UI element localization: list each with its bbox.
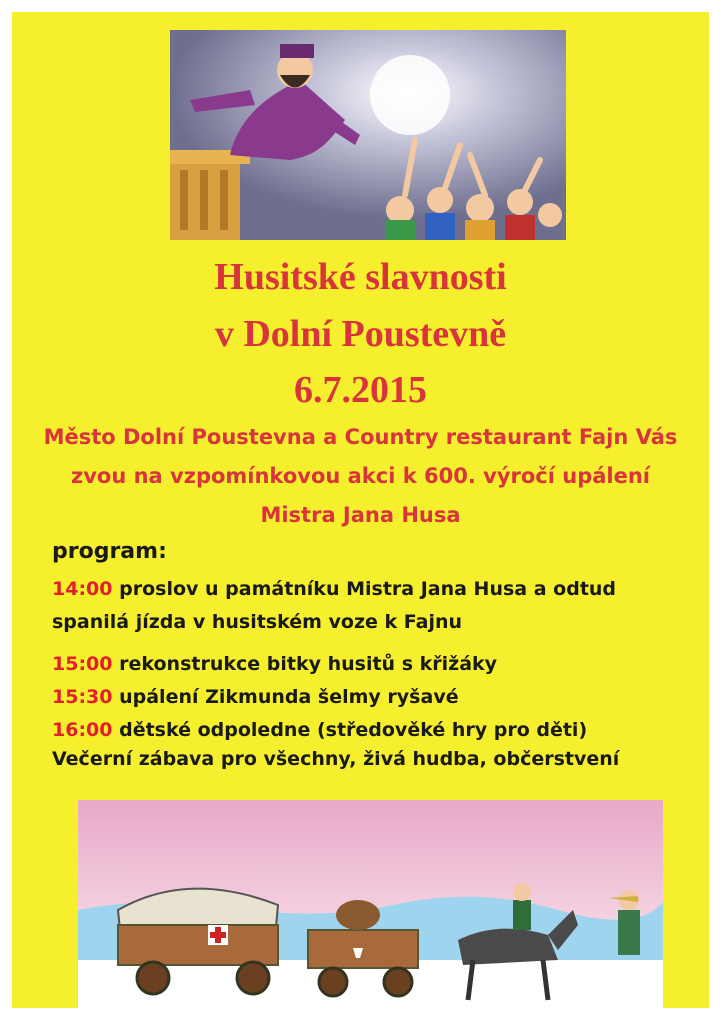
program-text: upálení Zikmunda šelmy ryšavé <box>119 686 459 708</box>
event-location: v Dolní Poustevně <box>214 313 507 355</box>
program-item <box>52 718 587 742</box>
event-date: 6.7.2015 <box>294 369 427 411</box>
program-time: 15:30 <box>52 686 113 708</box>
program-item <box>52 577 616 601</box>
program-label: program: <box>52 539 167 564</box>
invitation-line-2: zvou na vzpomínkovou akci k 600. výročí upálení <box>71 464 650 488</box>
program-text: dětské odpoledne (středověké hry pro děti) <box>119 719 588 741</box>
cartoon-preacher-illustration <box>170 30 566 240</box>
program-text: proslov u památníku Mistra Jana Husa a odtud <box>119 578 617 600</box>
cartoon-hussite-wagons-illustration <box>78 800 663 1008</box>
program-item <box>52 685 459 709</box>
program-time: 14:00 <box>52 578 113 600</box>
invitation-line-1: Město Dolní Poustevna a Country restaurant Fajn Vás <box>43 425 678 449</box>
event-title: Husitské slavnosti <box>214 256 507 298</box>
poster <box>12 12 709 1008</box>
program-item <box>52 652 497 676</box>
program-time: 15:00 <box>52 653 113 675</box>
evening-program: Večerní zábava pro všechny, živá hudba, občerstvení <box>52 748 620 770</box>
program-time: 16:00 <box>52 719 113 741</box>
program-text: rekonstrukce bitky husitů s křižáky <box>119 653 498 675</box>
invitation-line-3: Mistra Jana Husa <box>260 503 461 527</box>
program-text-continued: spanilá jízda v husitském voze k Fajnu <box>52 611 463 633</box>
